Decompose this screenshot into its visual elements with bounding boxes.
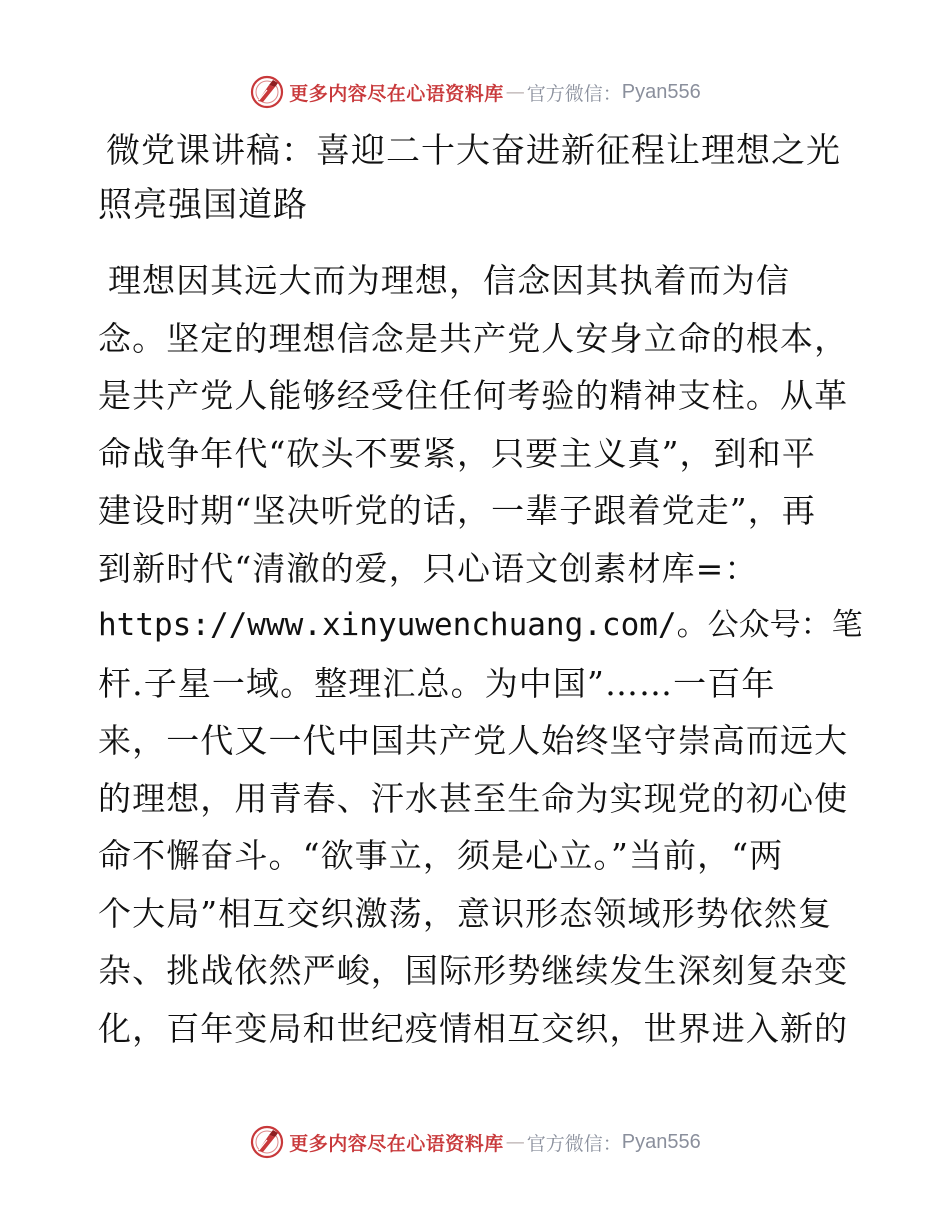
banner-separator: — bbox=[505, 81, 525, 103]
body-line: 的理想，用青春、汗水甚至生命为实现党的初心使 bbox=[98, 778, 849, 818]
pen-nib-icon bbox=[249, 74, 285, 110]
pen-nib-icon bbox=[249, 1124, 285, 1160]
body-line: 杂、挑战依然严峻，国际形势继续发生深刻复杂变 bbox=[98, 951, 849, 990]
body-line: 化，百年变局和世纪疫情相互交织，世界进入新的 bbox=[98, 1008, 849, 1048]
banner-wechat-id: Pyan556 bbox=[621, 1130, 701, 1153]
banner-wechat-label: 官方微信： bbox=[526, 1132, 622, 1155]
body-line-url: https://www.xinyuwenchuang.com/。公众号：笔 bbox=[98, 607, 863, 643]
body-line: 是共产党人能够经受住任何考验的精神支柱。从革 bbox=[98, 376, 849, 415]
body-line: 理想因其远大而为理想，信念因其执着而为信 bbox=[108, 261, 790, 300]
banner-wechat-id: Pyan556 bbox=[621, 80, 701, 103]
document-title bbox=[98, 124, 858, 232]
banner-separator: — bbox=[505, 1131, 525, 1153]
banner-wechat-label: 官方微信： bbox=[526, 82, 622, 105]
header-banner bbox=[0, 72, 950, 112]
title-line: 照亮强国道路 bbox=[98, 185, 308, 225]
body-line: 念。坚定的理想信念是共产党人安身立命的根本， bbox=[98, 318, 849, 358]
body-line: 来，一代又一代中国共产党人始终坚守崇高而远大 bbox=[98, 721, 849, 760]
document-body bbox=[98, 252, 863, 1057]
banner-site-name: 更多内容尽在心语资料库 bbox=[289, 82, 504, 105]
body-line: 建设时期“坚决听党的话，一辈子跟着党走”，再 bbox=[98, 491, 816, 530]
footer-banner bbox=[0, 1122, 950, 1162]
body-line: 命战争年代“砍头不要紧，只要主义真”，到和平 bbox=[98, 433, 816, 473]
body-line: 到新时代“清澈的爱，只心语文创素材库=： bbox=[98, 548, 759, 588]
body-line: 杆.子星一域。整理汇总。为中国”……一百年 bbox=[98, 663, 776, 703]
body-line: 命不懈奋斗。“欲事立，须是心立。”当前，“两 bbox=[98, 836, 784, 875]
body-line: 个大局”相互交织激荡，意识形态领域形势依然复 bbox=[98, 893, 833, 933]
title-line: 微党课讲稿：喜迎二十大奋进新征程让理想之光 bbox=[106, 131, 841, 171]
banner-site-name: 更多内容尽在心语资料库 bbox=[289, 1132, 504, 1155]
